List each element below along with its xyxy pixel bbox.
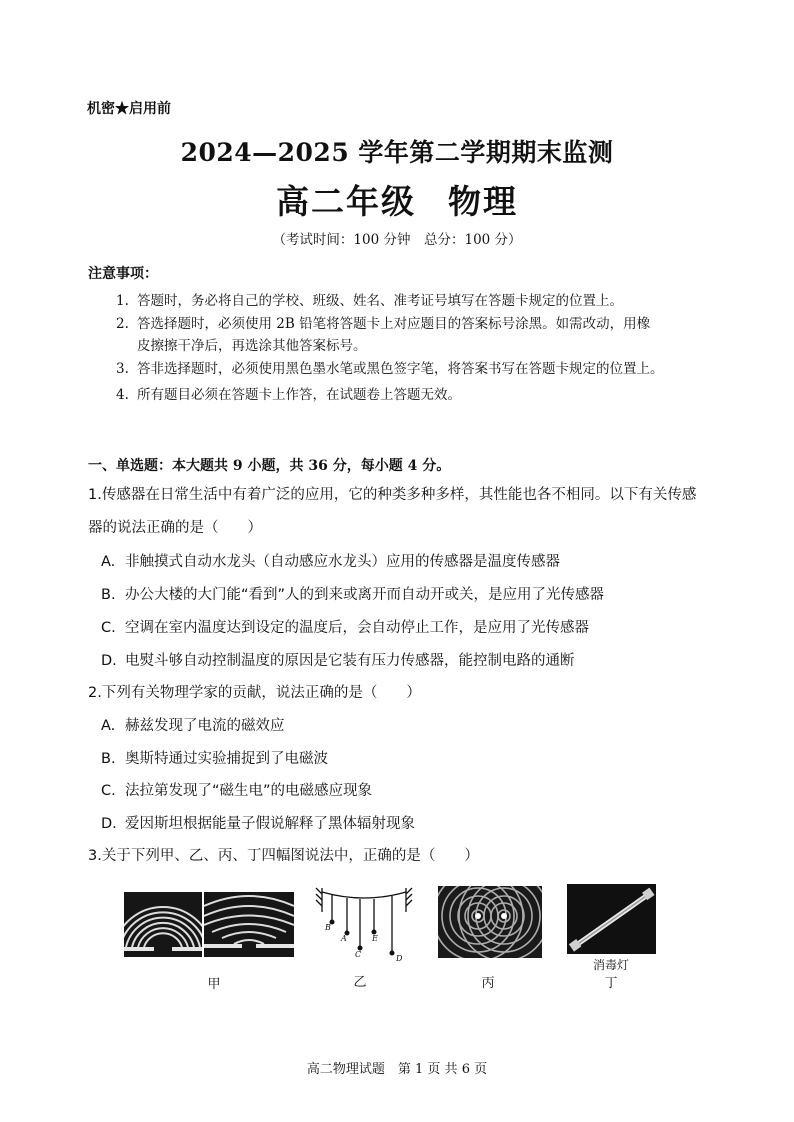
question-1-option-a: A. 非触摸式自动水龙头（自动感应水龙头）应用的传感器是温度传感器	[101, 554, 560, 570]
notice-heading: 注意事项：	[88, 266, 158, 282]
notice-item-continued: 皮擦擦干净后，再选涂其他答案标号。	[137, 338, 367, 354]
grade-label: 高二年级	[276, 182, 416, 221]
question-2-option-c: C. 法拉第发现了“磁生电”的电磁感应现象	[101, 783, 373, 799]
pendulum-label: B	[325, 923, 331, 932]
figure-jia-photo-right	[204, 892, 294, 957]
question-3-stem: 3.关于下列甲、乙、丙、丁四幅图说法中，正确的是（ ）	[88, 848, 479, 864]
figure-yi-pendulums	[312, 884, 422, 966]
question-1-option-d: D. 电熨斗够自动控制温度的原因是它装有压力传感器，能控制电路的通断	[101, 653, 575, 669]
notice-item: 3. 答非选择题时，必须使用黑色墨水笔或黑色签字笔，将答案书写在答题卡规定的位置上。	[116, 361, 664, 377]
figure-jia-caption: 甲	[207, 977, 221, 992]
section-heading: 一、单选题：本大题共 9 小题，共 36 分，每小题 4 分。	[88, 458, 451, 474]
question-2-stem: 2.下列有关物理学家的贡献，说法正确的是（ ）	[88, 685, 421, 701]
question-1-stem-continued: 器的说法正确的是（ ）	[88, 520, 262, 536]
subject-title	[0, 176, 794, 223]
question-2-option-d: D. 爱因斯坦根据能量子假说解释了黑体辐射现象	[101, 816, 415, 832]
figure-ding-caption: 丁	[604, 976, 618, 991]
pendulum-label: C	[355, 950, 362, 959]
pendulum-label: A	[341, 934, 347, 943]
diffraction-wave-image	[204, 892, 294, 957]
subject-label: 物理	[448, 182, 518, 221]
figure-ding-label: 消毒灯	[592, 958, 629, 972]
figure-jia-photo-left	[124, 892, 202, 957]
question-2-option-b: B. 奥斯特通过实验捕捉到了电磁波	[101, 751, 328, 767]
question-1-option-c: C. 空调在室内温度达到设定的温度后，会自动停止工作，是应用了光传感器	[101, 620, 589, 636]
page-footer: 高二物理试题 第 1 页 共 6 页	[306, 1062, 488, 1077]
notice-item: 2. 答选择题时，必须使用 2B 铅笔将答题卡上对应题目的答案标号涂黑。如需改动，用橡	[116, 316, 651, 332]
exam-title: 2024—2025 学年第二学期期末监测	[180, 138, 614, 167]
confidential-mark: 机密★启用前	[87, 101, 171, 117]
diffraction-wave-image	[124, 892, 202, 957]
figure-yi-caption: 乙	[353, 975, 367, 990]
pendulum-label: D	[396, 954, 403, 963]
exam-info: （考试时间：100 分钟 总分：100 分）	[272, 232, 522, 248]
pendulum-label: E	[372, 934, 378, 943]
notice-item: 1. 答题时，务必将自己的学校、班级、姓名、准考证号填写在答题卡规定的位置上。	[116, 293, 623, 309]
interference-pattern-image	[438, 886, 542, 958]
figure-ding-photo	[567, 884, 656, 954]
question-1-option-b: B. 办公大楼的大门能“看到”人的到来或离开而自动开或关，是应用了光传感器	[101, 587, 605, 603]
question-2-option-a: A. 赫兹发现了电流的磁效应	[101, 718, 285, 734]
figure-bing-caption: 丙	[481, 976, 495, 991]
figure-bing-photo	[438, 886, 542, 958]
question-1-stem: 1.传感器在日常生活中有着广泛的应用，它的种类多种多样，其性能也各不相同。以下有关传感	[88, 487, 697, 503]
notice-item: 4. 所有题目必须在答题卡上作答，在试题卷上答题无效。	[116, 387, 461, 403]
uv-lamp-image	[567, 884, 656, 954]
